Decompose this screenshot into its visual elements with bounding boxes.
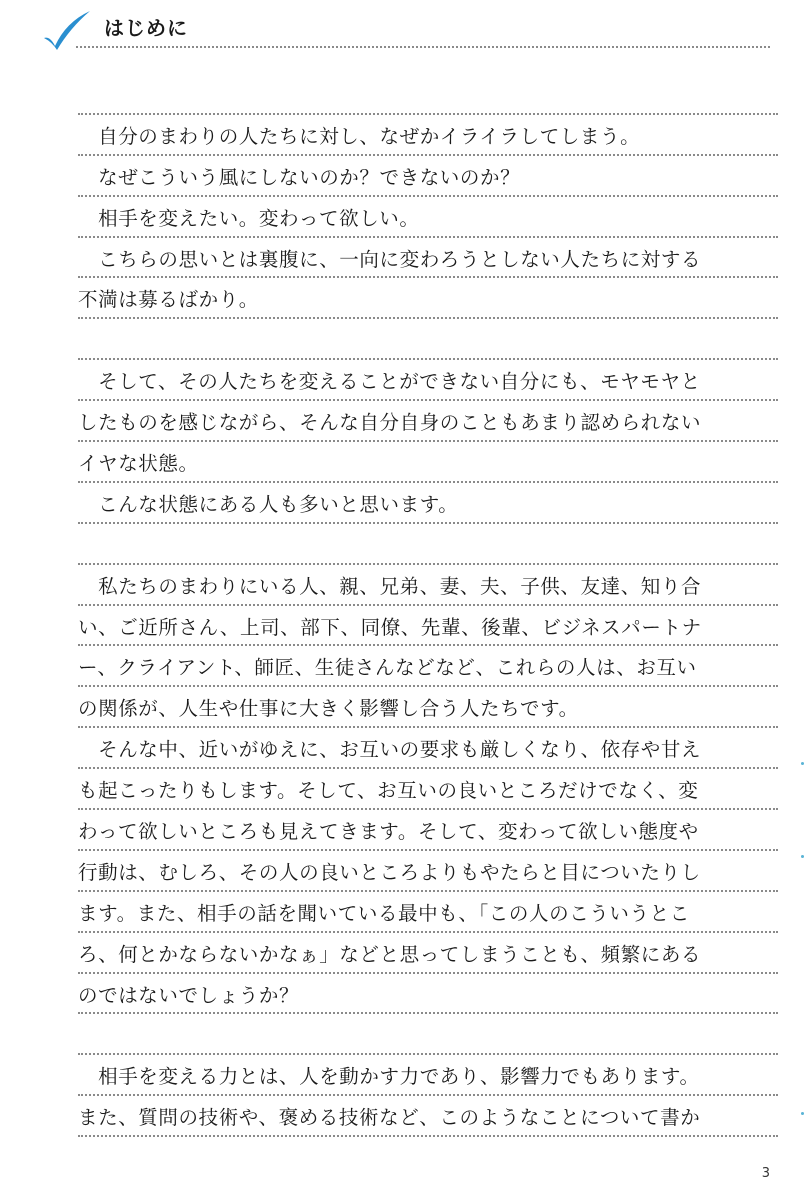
text-line: のではないでしょうか？	[78, 974, 778, 1015]
margin-mark	[801, 762, 804, 765]
blank-line	[78, 1014, 778, 1055]
text-line: したものを感じながら、そんな自分自身のこともあまり認められない	[78, 401, 778, 442]
text-line: も起こったりもします。そして、お互いの良いところだけでなく、変	[78, 769, 778, 810]
margin-mark	[801, 855, 804, 858]
text-line: 相手を変えたい。変わって欲しい。	[78, 197, 778, 238]
page-title: はじめに	[104, 16, 188, 40]
text-line: 不満は募るばかり。	[78, 278, 778, 319]
text-line: 自分のまわりの人たちに対し、なぜかイライラしてしまう。	[78, 115, 778, 156]
blank-line	[78, 319, 778, 360]
text-line: 私たちのまわりにいる人、親、兄弟、妻、夫、子供、友達、知り合	[78, 565, 778, 606]
text-line: わって欲しいところも見えてきます。そして、変わって欲しい態度や	[78, 810, 778, 851]
blank-line	[78, 74, 778, 115]
text-line: こちらの思いとは裏腹に、一向に変わろうとしない人たちに対する	[78, 238, 778, 279]
text-line: の関係が、人生や仕事に大きく影響し合う人たちです。	[78, 687, 778, 728]
text-line: 相手を変える力とは、人を動かす力であり、影響力でもあります。	[78, 1055, 778, 1096]
text-line: ます。また、相手の話を聞いている最中も、「この人のこういうとこ	[78, 892, 778, 933]
margin-mark	[801, 1112, 804, 1115]
text-line: そして、その人たちを変えることができない自分にも、モヤモヤと	[78, 360, 778, 401]
text-line: こんな状態にある人も多いと思います。	[78, 483, 778, 524]
page-number: 3	[761, 1166, 770, 1181]
text-line: なぜこういう風にしないのか？できないのか？	[78, 156, 778, 197]
text-line: そんな中、近いがゆえに、お互いの要求も厳しくなり、依存や甘え	[78, 728, 778, 769]
title-divider	[76, 46, 770, 48]
blank-line	[78, 524, 778, 565]
text-line: イヤな状態。	[78, 442, 778, 483]
text-line: ろ、何とかならないかなぁ」などと思ってしまうことも、頻繁にある	[78, 933, 778, 974]
text-line: ー、クライアント、師匠、生徒さんなどなど、これらの人は、お互い	[78, 646, 778, 687]
text-line: い、ご近所さん、上司、部下、同僚、先輩、後輩、ビジネスパートナ	[78, 606, 778, 647]
body-text	[78, 74, 778, 1137]
text-line: 行動は、むしろ、その人の良いところよりもやたらと目についたりし	[78, 851, 778, 892]
chapter-header	[0, 0, 806, 60]
text-line: また、質問の技術や、褒める技術など、このようなことについて書か	[78, 1096, 778, 1137]
